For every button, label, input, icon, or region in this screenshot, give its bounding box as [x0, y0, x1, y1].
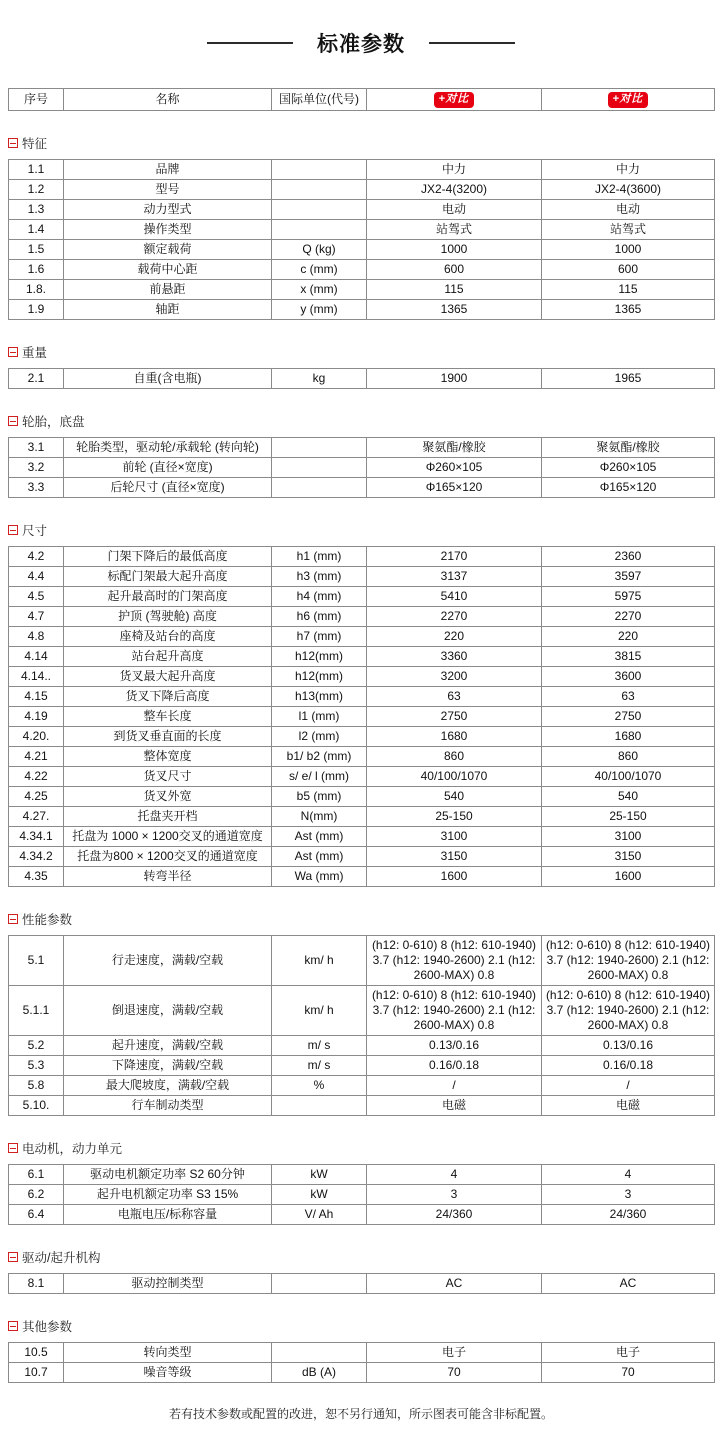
row-name: 托盘夹开档 — [64, 807, 272, 827]
row-value-2: 220 — [542, 627, 715, 647]
row-name: 货叉尺寸 — [64, 767, 272, 787]
row-no: 6.2 — [9, 1185, 64, 1205]
row-no: 5.8 — [9, 1076, 64, 1096]
row-value-1: JX2-4(3200) — [367, 180, 542, 200]
row-no: 3.2 — [9, 458, 64, 478]
row-value-1: Φ165×120 — [367, 478, 542, 498]
row-no: 10.7 — [9, 1363, 64, 1383]
row-no: 5.10. — [9, 1096, 64, 1116]
row-unit: h3 (mm) — [272, 567, 367, 587]
table-row — [9, 727, 715, 747]
row-no: 1.4 — [9, 220, 64, 240]
section-header[interactable] — [8, 1317, 714, 1335]
table-row — [9, 1076, 715, 1096]
page-title-block — [8, 28, 714, 58]
row-value-1: 1900 — [367, 369, 542, 389]
row-unit — [272, 160, 367, 180]
table-row — [9, 160, 715, 180]
table-row — [9, 986, 715, 1036]
row-no: 4.19 — [9, 707, 64, 727]
row-no: 4.14.. — [9, 667, 64, 687]
section-table — [8, 159, 715, 320]
title-right-line — [429, 42, 515, 44]
collapse-minus-icon[interactable] — [8, 1321, 18, 1331]
row-value-1: 540 — [367, 787, 542, 807]
row-value-2: 3600 — [542, 667, 715, 687]
row-unit — [272, 180, 367, 200]
row-no: 4.34.2 — [9, 847, 64, 867]
row-value-1: 1365 — [367, 300, 542, 320]
row-unit: kW — [272, 1165, 367, 1185]
row-unit: l1 (mm) — [272, 707, 367, 727]
row-value-2: 聚氨酯/橡胶 — [542, 438, 715, 458]
row-name: 货叉外宽 — [64, 787, 272, 807]
row-value-1: 5410 — [367, 587, 542, 607]
row-value-1: 4 — [367, 1165, 542, 1185]
row-value-1: 1680 — [367, 727, 542, 747]
row-value-1: 3200 — [367, 667, 542, 687]
table-row — [9, 1343, 715, 1363]
table-row — [9, 627, 715, 647]
table-row — [9, 936, 715, 986]
row-no: 10.5 — [9, 1343, 64, 1363]
row-name: 转向类型 — [64, 1343, 272, 1363]
row-value-2: 电动 — [542, 200, 715, 220]
table-row — [9, 478, 715, 498]
row-unit: % — [272, 1076, 367, 1096]
row-value-2: 600 — [542, 260, 715, 280]
collapse-minus-icon[interactable] — [8, 416, 18, 426]
row-value-2: Φ260×105 — [542, 458, 715, 478]
row-no: 5.3 — [9, 1056, 64, 1076]
row-value-2: / — [542, 1076, 715, 1096]
row-value-1: 3137 — [367, 567, 542, 587]
row-no: 1.9 — [9, 300, 64, 320]
row-value-1: 1600 — [367, 867, 542, 887]
table-row — [9, 1036, 715, 1056]
row-no: 4.27. — [9, 807, 64, 827]
row-value-1: 0.16/0.18 — [367, 1056, 542, 1076]
table-row — [9, 647, 715, 667]
row-unit: h1 (mm) — [272, 547, 367, 567]
row-no: 1.2 — [9, 180, 64, 200]
row-value-1: 2750 — [367, 707, 542, 727]
table-row — [9, 260, 715, 280]
row-unit: dB (A) — [272, 1363, 367, 1383]
section-title: 驱动/起升机构 — [22, 1251, 101, 1265]
row-unit: m/ s — [272, 1056, 367, 1076]
row-name: 起升电机额定功率 S3 15% — [64, 1185, 272, 1205]
table-row — [9, 200, 715, 220]
row-value-2: 3597 — [542, 567, 715, 587]
row-name: 型号 — [64, 180, 272, 200]
row-unit: h12(mm) — [272, 647, 367, 667]
row-name: 行走速度，满载/空载 — [64, 936, 272, 986]
section-title: 轮胎，底盘 — [22, 415, 85, 429]
row-unit: m/ s — [272, 1036, 367, 1056]
row-value-1: 63 — [367, 687, 542, 707]
row-value-1: 40/100/1070 — [367, 767, 542, 787]
row-value-1: 3100 — [367, 827, 542, 847]
row-value-2: 1965 — [542, 369, 715, 389]
row-value-2: 1000 — [542, 240, 715, 260]
table-row — [9, 847, 715, 867]
section-table — [8, 935, 715, 1116]
section-table — [8, 1273, 715, 1294]
row-unit: h4 (mm) — [272, 587, 367, 607]
row-unit: h7 (mm) — [272, 627, 367, 647]
row-unit: Q (kg) — [272, 240, 367, 260]
row-value-1: (h12: 0-610) 8 (h12: 610-1940) 3.7 (h12: 1940-2600) 2.1 (h12: 2600-MAX) 0.8 — [367, 936, 542, 986]
row-no: 4.7 — [9, 607, 64, 627]
table-row — [9, 667, 715, 687]
section-table — [8, 546, 715, 887]
title-left-line — [207, 42, 293, 44]
row-unit: N(mm) — [272, 807, 367, 827]
row-no: 1.5 — [9, 240, 64, 260]
section-title: 尺寸 — [22, 524, 48, 538]
row-value-1: 860 — [367, 747, 542, 767]
row-name: 整体宽度 — [64, 747, 272, 767]
row-value-1: / — [367, 1076, 542, 1096]
row-no: 3.1 — [9, 438, 64, 458]
compare-cell-1 — [367, 89, 542, 111]
row-value-1: 1000 — [367, 240, 542, 260]
row-value-1: 3 — [367, 1185, 542, 1205]
row-value-1: 电子 — [367, 1343, 542, 1363]
collapse-minus-icon[interactable] — [8, 914, 18, 924]
row-value-2: (h12: 0-610) 8 (h12: 610-1940) 3.7 (h12: 1940-2600) 2.1 (h12: 2600-MAX) 0.8 — [542, 936, 715, 986]
row-no: 4.14 — [9, 647, 64, 667]
row-value-2: 70 — [542, 1363, 715, 1383]
row-value-2: 5975 — [542, 587, 715, 607]
row-value-1: 70 — [367, 1363, 542, 1383]
row-name: 货叉下降后高度 — [64, 687, 272, 707]
section-title: 特征 — [22, 137, 48, 151]
row-name: 标配门架最大起升高度 — [64, 567, 272, 587]
compare-cell-2 — [542, 89, 715, 111]
collapse-minus-icon[interactable] — [8, 347, 18, 357]
row-value-2: 3100 — [542, 827, 715, 847]
row-no: 6.4 — [9, 1205, 64, 1225]
row-name: 整车长度 — [64, 707, 272, 727]
row-name: 动力型式 — [64, 200, 272, 220]
row-name: 品牌 — [64, 160, 272, 180]
row-unit: b5 (mm) — [272, 787, 367, 807]
row-value-2: 540 — [542, 787, 715, 807]
table-row — [9, 707, 715, 727]
section-header[interactable] — [8, 910, 714, 928]
row-unit: km/ h — [272, 986, 367, 1036]
row-value-1: (h12: 0-610) 8 (h12: 610-1940) 3.7 (h12: 1940-2600) 2.1 (h12: 2600-MAX) 0.8 — [367, 986, 542, 1036]
section-header[interactable] — [8, 412, 714, 430]
row-value-2: 40/100/1070 — [542, 767, 715, 787]
row-unit: h13(mm) — [272, 687, 367, 707]
row-value-1: 中力 — [367, 160, 542, 180]
row-value-2: 1680 — [542, 727, 715, 747]
row-value-2: 63 — [542, 687, 715, 707]
row-name: 座椅及站台的高度 — [64, 627, 272, 647]
table-row — [9, 567, 715, 587]
row-name: 最大爬坡度，满载/空载 — [64, 1076, 272, 1096]
row-name: 门架下降后的最低高度 — [64, 547, 272, 567]
row-no: 3.3 — [9, 478, 64, 498]
row-no: 8.1 — [9, 1274, 64, 1294]
row-value-2: 中力 — [542, 160, 715, 180]
row-value-1: 25-150 — [367, 807, 542, 827]
section-header[interactable] — [8, 1139, 714, 1157]
row-no: 4.34.1 — [9, 827, 64, 847]
row-name: 驱动电机额定功率 S2 60分钟 — [64, 1165, 272, 1185]
row-unit — [272, 1274, 367, 1294]
row-value-2: 2360 — [542, 547, 715, 567]
row-value-2: 860 — [542, 747, 715, 767]
row-value-1: 3360 — [367, 647, 542, 667]
row-no: 2.1 — [9, 369, 64, 389]
section-header[interactable] — [8, 521, 714, 539]
row-name: 托盘为800 × 1200交叉的通道宽度 — [64, 847, 272, 867]
table-row — [9, 300, 715, 320]
table-row — [9, 607, 715, 627]
table-row — [9, 1056, 715, 1076]
table-row — [9, 1274, 715, 1294]
row-value-2: 电磁 — [542, 1096, 715, 1116]
row-value-2: 115 — [542, 280, 715, 300]
row-name: 驱动控制类型 — [64, 1274, 272, 1294]
row-name: 噪音等级 — [64, 1363, 272, 1383]
row-no: 1.8. — [9, 280, 64, 300]
header-col-name: 名称 — [64, 89, 272, 111]
header-col-no: 序号 — [9, 89, 64, 111]
row-value-2: 2270 — [542, 607, 715, 627]
row-unit — [272, 200, 367, 220]
table-row — [9, 438, 715, 458]
table-row — [9, 767, 715, 787]
row-value-1: 2270 — [367, 607, 542, 627]
row-unit — [272, 438, 367, 458]
header-table — [8, 88, 715, 111]
table-row — [9, 1205, 715, 1225]
table-row — [9, 587, 715, 607]
row-value-1: 24/360 — [367, 1205, 542, 1225]
row-no: 4.8 — [9, 627, 64, 647]
row-name: 后轮尺寸 (直径×宽度) — [64, 478, 272, 498]
row-value-1: 115 — [367, 280, 542, 300]
row-no: 5.2 — [9, 1036, 64, 1056]
row-no: 4.15 — [9, 687, 64, 707]
row-unit: c (mm) — [272, 260, 367, 280]
row-no: 4.4 — [9, 567, 64, 587]
table-row — [9, 1165, 715, 1185]
row-name: 电瓶电压/标称容量 — [64, 1205, 272, 1225]
collapse-minus-icon[interactable] — [8, 525, 18, 535]
section-title: 电动机，动力单元 — [22, 1142, 123, 1156]
row-unit — [272, 1343, 367, 1363]
section-title: 重量 — [22, 346, 48, 360]
row-name: 行车制动类型 — [64, 1096, 272, 1116]
collapse-minus-icon[interactable] — [8, 138, 18, 148]
table-row — [9, 180, 715, 200]
table-row — [9, 1185, 715, 1205]
row-unit: Ast (mm) — [272, 847, 367, 867]
row-unit: Ast (mm) — [272, 827, 367, 847]
row-name: 转弯半径 — [64, 867, 272, 887]
collapse-minus-icon[interactable] — [8, 1252, 18, 1262]
collapse-minus-icon[interactable] — [8, 1143, 18, 1153]
table-row — [9, 687, 715, 707]
row-name: 前轮 (直径×宽度) — [64, 458, 272, 478]
table-row — [9, 1363, 715, 1383]
row-value-2: 3 — [542, 1185, 715, 1205]
row-value-1: 站驾式 — [367, 220, 542, 240]
row-no: 1.6 — [9, 260, 64, 280]
row-name: 倒退速度，满载/空载 — [64, 986, 272, 1036]
table-row — [9, 807, 715, 827]
row-value-1: 220 — [367, 627, 542, 647]
row-value-1: 3150 — [367, 847, 542, 867]
row-unit: kW — [272, 1185, 367, 1205]
row-value-2: AC — [542, 1274, 715, 1294]
row-value-2: JX2-4(3600) — [542, 180, 715, 200]
row-name: 自重(含电瓶) — [64, 369, 272, 389]
section-header[interactable] — [8, 1248, 714, 1266]
row-name: 起升最高时的门架高度 — [64, 587, 272, 607]
row-no: 4.5 — [9, 587, 64, 607]
row-value-2: (h12: 0-610) 8 (h12: 610-1940) 3.7 (h12: 1940-2600) 2.1 (h12: 2600-MAX) 0.8 — [542, 986, 715, 1036]
row-unit: kg — [272, 369, 367, 389]
row-name: 操作类型 — [64, 220, 272, 240]
page-title: 标准参数 — [317, 33, 405, 56]
row-value-2: 1365 — [542, 300, 715, 320]
row-no: 4.35 — [9, 867, 64, 887]
row-value-2: 站驾式 — [542, 220, 715, 240]
table-row — [9, 280, 715, 300]
row-unit: V/ Ah — [272, 1205, 367, 1225]
row-unit: s/ e/ l (mm) — [272, 767, 367, 787]
section-table — [8, 437, 715, 498]
row-unit — [272, 220, 367, 240]
row-name: 护顶 (驾驶舱) 高度 — [64, 607, 272, 627]
row-unit — [272, 458, 367, 478]
section-header[interactable] — [8, 343, 714, 361]
row-value-2: 2750 — [542, 707, 715, 727]
table-row — [9, 1096, 715, 1116]
row-value-2: 1600 — [542, 867, 715, 887]
section-table — [8, 1164, 715, 1225]
row-no: 6.1 — [9, 1165, 64, 1185]
row-unit: Wa (mm) — [272, 867, 367, 887]
table-row — [9, 220, 715, 240]
row-value-1: 2170 — [367, 547, 542, 567]
row-value-1: 聚氨酯/橡胶 — [367, 438, 542, 458]
row-unit: y (mm) — [272, 300, 367, 320]
row-unit — [272, 478, 367, 498]
row-name: 轮胎类型，驱动轮/承载轮 (转向轮) — [64, 438, 272, 458]
row-unit: h12(mm) — [272, 667, 367, 687]
row-name: 下降速度，满载/空载 — [64, 1056, 272, 1076]
row-name: 到货叉垂直面的长度 — [64, 727, 272, 747]
row-no: 4.25 — [9, 787, 64, 807]
row-value-1: 0.13/0.16 — [367, 1036, 542, 1056]
row-value-2: 25-150 — [542, 807, 715, 827]
row-name: 前悬距 — [64, 280, 272, 300]
row-value-1: 600 — [367, 260, 542, 280]
row-unit: l2 (mm) — [272, 727, 367, 747]
row-no: 1.1 — [9, 160, 64, 180]
footer-note: 若有技术参数或配置的改进，恕不另行通知，所示图表可能含非标配置。 — [168, 1407, 553, 1421]
section-table — [8, 1342, 715, 1383]
row-name: 起升速度，满载/空载 — [64, 1036, 272, 1056]
row-name: 站台起升高度 — [64, 647, 272, 667]
row-no: 1.3 — [9, 200, 64, 220]
row-unit: b1/ b2 (mm) — [272, 747, 367, 767]
row-name: 货叉最大起升高度 — [64, 667, 272, 687]
header-row — [9, 89, 715, 111]
row-unit — [272, 1096, 367, 1116]
row-no: 4.20. — [9, 727, 64, 747]
row-no: 5.1.1 — [9, 986, 64, 1036]
table-row — [9, 240, 715, 260]
row-value-2: Φ165×120 — [542, 478, 715, 498]
row-name: 托盘为 1000 × 1200交叉的通道宽度 — [64, 827, 272, 847]
table-row — [9, 867, 715, 887]
row-name: 轴距 — [64, 300, 272, 320]
section-title: 性能参数 — [22, 913, 73, 927]
section-table — [8, 368, 715, 389]
row-value-2: 3815 — [542, 647, 715, 667]
compare-button-1[interactable]: +对比 — [434, 92, 475, 108]
row-no: 4.22 — [9, 767, 64, 787]
compare-button-2[interactable]: +对比 — [608, 92, 649, 108]
row-value-2: 0.13/0.16 — [542, 1036, 715, 1056]
row-unit: km/ h — [272, 936, 367, 986]
row-value-2: 4 — [542, 1165, 715, 1185]
row-unit: x (mm) — [272, 280, 367, 300]
table-row — [9, 369, 715, 389]
row-value-1: 电磁 — [367, 1096, 542, 1116]
row-value-2: 电子 — [542, 1343, 715, 1363]
row-value-1: 电动 — [367, 200, 542, 220]
row-value-2: 24/360 — [542, 1205, 715, 1225]
section-title: 其他参数 — [22, 1320, 73, 1334]
row-no: 4.21 — [9, 747, 64, 767]
row-unit: h6 (mm) — [272, 607, 367, 627]
sections-container — [8, 134, 714, 1383]
row-value-2: 0.16/0.18 — [542, 1056, 715, 1076]
row-no: 4.2 — [9, 547, 64, 567]
row-name: 载荷中心距 — [64, 260, 272, 280]
table-row — [9, 458, 715, 478]
row-value-1: Φ260×105 — [367, 458, 542, 478]
row-value-1: AC — [367, 1274, 542, 1294]
row-name: 额定载荷 — [64, 240, 272, 260]
row-no: 5.1 — [9, 936, 64, 986]
row-value-2: 3150 — [542, 847, 715, 867]
table-row — [9, 747, 715, 767]
table-row — [9, 547, 715, 567]
table-row — [9, 787, 715, 807]
table-row — [9, 827, 715, 847]
header-col-unit: 国际单位(代号) — [272, 89, 367, 111]
section-header[interactable] — [8, 134, 714, 152]
